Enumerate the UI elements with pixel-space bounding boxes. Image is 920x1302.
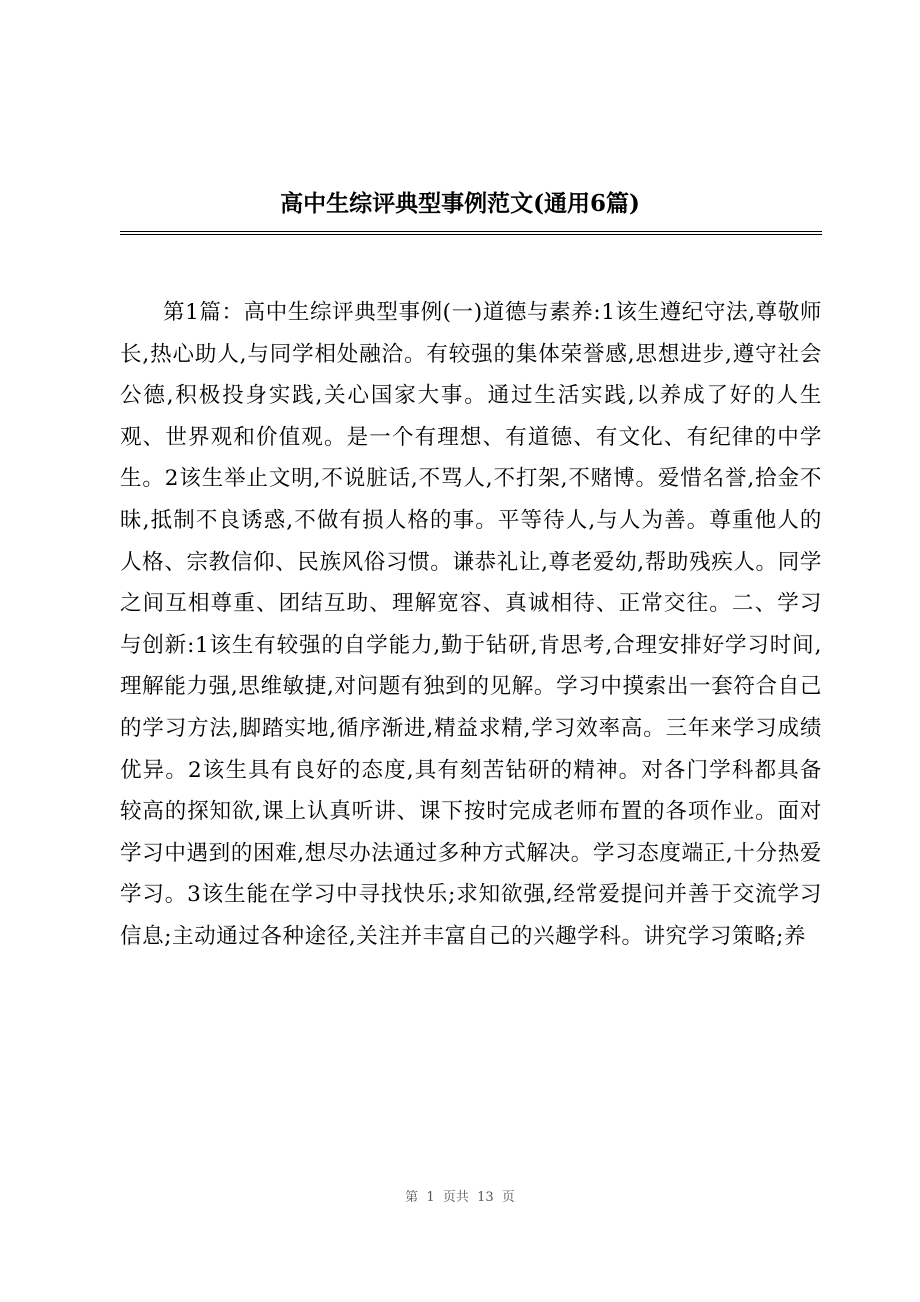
title-rule-top [120,231,822,232]
title-rule-bottom [120,234,822,235]
body-paragraph: 第1篇：高中生综评典型事例(一)道德与素养:1该生遵纪守法,尊敬师长,热心助人,与同学相处融洽。有较强的集体荣誉感,思想进步,遵守社会公德,积极投身实践,关心国家大事。通过生活实践,以养成了好的人生观、世界观和价值观。是一个有理想、有道德、有文化、有纪律的中学生。2该生举止文明,不说脏话,不骂人,不打架,不赌博。爱惜名誉,拾金不昧,抵制不良诱惑,不做有损人格的事。平等待人,与人为善。尊重他人的人格、宗教信仰、民族风俗习惯。谦恭礼让,尊老爱幼,帮助残疾人。同学之间互相尊重、团结互助、理解宽容、真诚相待、正常交往。二、学习与创新:1该生有较强的自学能力,勤于钻研,肯思考,合理安排好学习时间,理解能力强,思维敏捷,对问题有独到的见解。学习中摸索出一套符合自己的学习方法,脚踏实地,循序渐进,精益求精,学习效率高。三年来学习成绩优异。2该生具有良好的态度,具有刻苦钻研的精神。对各门学科都具备较高的探知欲,课上认真听讲、课下按时完成老师布置的各项作业。面对学习中遇到的困难,想尽办法通过多种方式解决。学习态度端正,十分热爱学习。3该生能在学习中寻找快乐;求知欲强,经常爱提问并善于交流学习信息;主动通过各种途径,关注并丰富自己的兴趣学科。讲究学习策略;养 [120,300,822,949]
document-title: 高中生综评典型事例范文(通用6篇) [280,190,640,217]
page-footer: 第 1 页共 13 页 [405,1190,515,1205]
